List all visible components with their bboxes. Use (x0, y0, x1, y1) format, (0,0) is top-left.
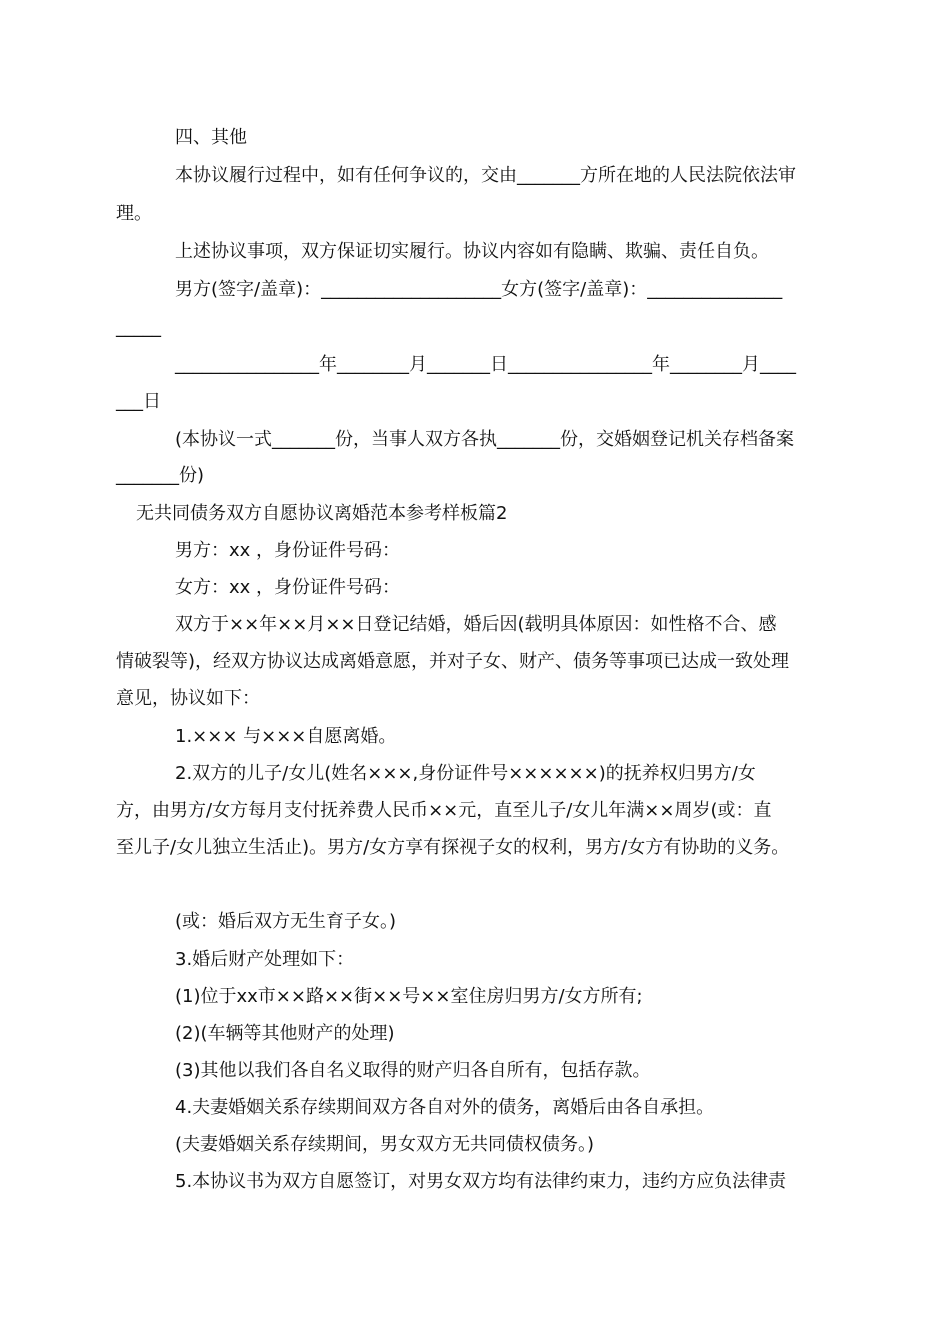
list-item: 1.××× 与×××自愿离婚。 (175, 726, 397, 747)
paragraph-line: 情破裂等)，经双方协议达成离婚意愿，并对子女、财产、债务等事项已达成一致处理 (116, 651, 790, 672)
signature-line: _____ (116, 317, 161, 338)
paragraph-line: (或：婚后双方无生育子女。) (175, 911, 397, 932)
list-item: 4.夫妻婚姻关系存续期间双方各自对外的债务，离婚后由各自承担。 (175, 1097, 715, 1118)
paragraph-line: 方，由男方/女方每月支付抚养费人民币××元，直至儿子/女儿年满××周岁(或：直 (116, 800, 772, 821)
paragraph-line: 本协议履行过程中，如有任何争议的，交由_______方所在地的人民法院依法审 (175, 165, 796, 186)
signature-line: 男方(签字/盖章)：____________________女方(签字/盖章)：_______________ (175, 279, 783, 300)
document-title: 无共同债务双方自愿协议离婚范本参考样板篇2 (136, 503, 508, 524)
paragraph-line: 理。 (116, 203, 152, 224)
paragraph-line: (夫妻婚姻关系存续期间，男女双方无共同债权债务。) (175, 1134, 595, 1155)
paragraph-line: 双方于××年××月××日登记结婚，婚后因(载明具体原因：如性格不合、感 (175, 614, 777, 635)
list-item: (3)其他以我们各自名义取得的财产归各自所有，包括存款。 (175, 1060, 651, 1081)
list-item: 3.婚后财产处理如下： (175, 949, 355, 970)
paragraph-line: (本协议一式_______份，当事人双方各执_______份，交婚姻登记机关存档备案 (175, 429, 795, 450)
paragraph-line: 上述协议事项，双方保证切实履行。协议内容如有隐瞒、欺骗、责任自负。 (175, 241, 769, 262)
date-line: ________________年________月_______日________________年________月____ (175, 354, 796, 375)
list-item: 2.双方的儿子/女儿(姓名×××,身份证件号××××××)的抚养权归男方/女 (175, 763, 756, 784)
list-item: (2)(车辆等其他财产的处理) (175, 1023, 395, 1044)
paragraph-line: 意见，协议如下： (116, 688, 260, 709)
section-heading: 四、其他 (175, 127, 247, 148)
paragraph-line: 男方：xx ，身份证件号码： (175, 540, 401, 561)
paragraph-line: 女方：xx ，身份证件号码： (175, 577, 401, 598)
list-item: 5.本协议书为双方自愿签订，对男女双方均有法律约束力，违约方应负法律责 (175, 1171, 787, 1192)
paragraph-line: 至儿子/女儿独立生活止)。男方/女方享有探视子女的权利，男方/女方有协助的义务。 (116, 837, 790, 858)
paragraph-line: _______份) (116, 465, 205, 486)
list-item: (1)位于xx市××路××街××号××室住房归男方/女方所有; (175, 986, 643, 1007)
date-line: ___日 (116, 391, 161, 412)
